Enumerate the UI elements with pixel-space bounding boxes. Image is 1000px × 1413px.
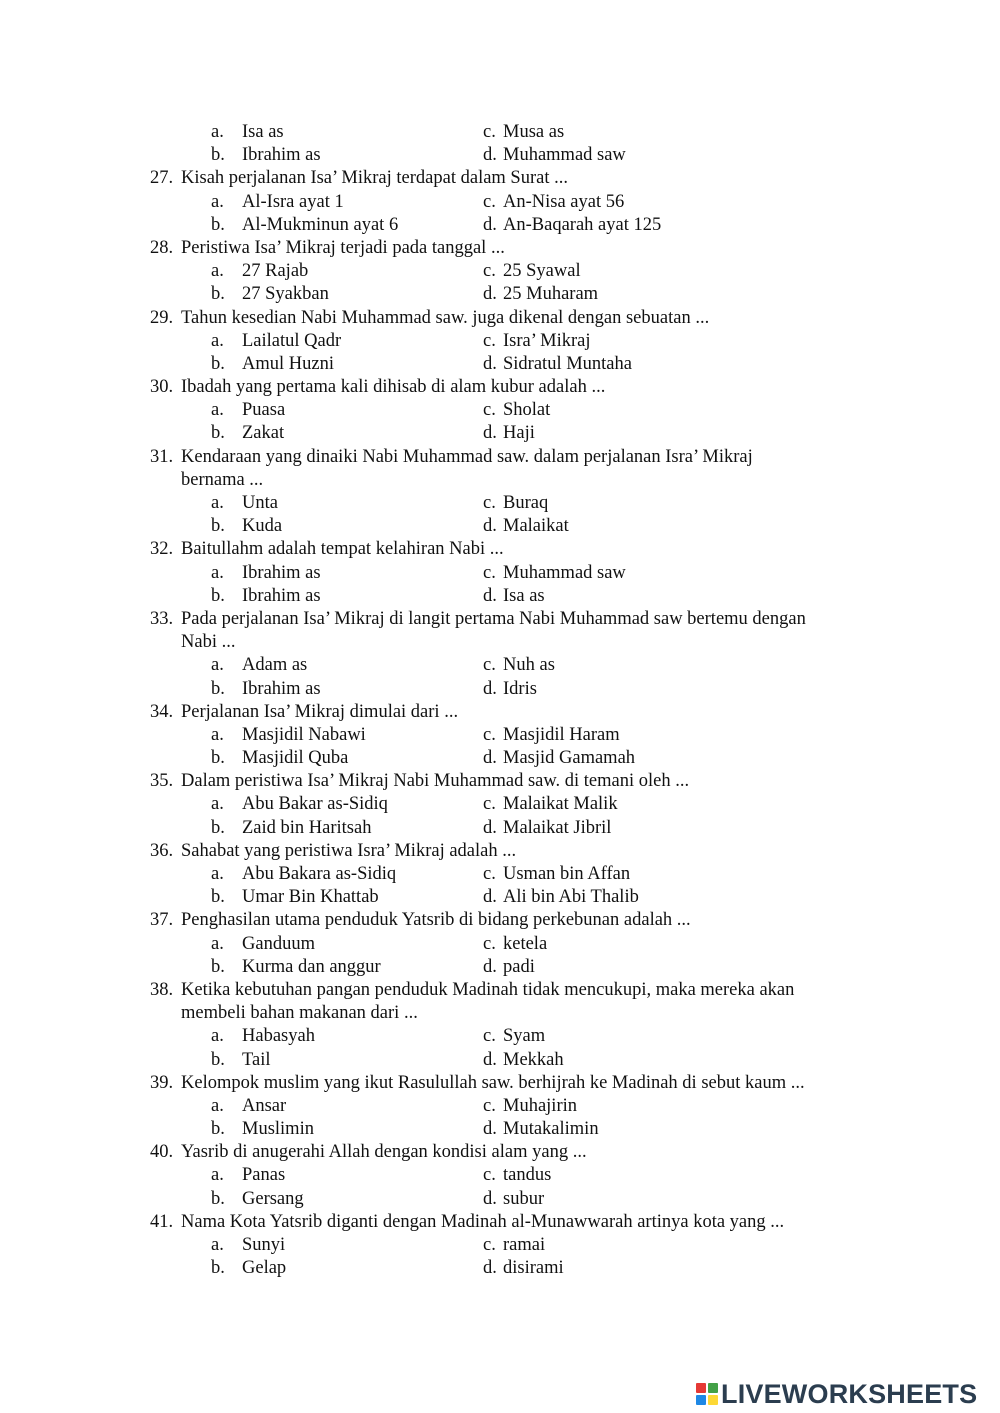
option-letter: b. (211, 353, 225, 374)
option-text: Isa as (503, 585, 545, 606)
option-row (0, 793, 1000, 816)
option-letter: b. (211, 585, 225, 606)
question-line (0, 840, 1000, 863)
option-text: Ganduum (242, 933, 315, 954)
option-right (483, 585, 545, 608)
option-letter: c. (483, 794, 496, 815)
option-text: Umar Bin Khattab (242, 887, 379, 908)
option-letter: d. (483, 817, 497, 838)
option-row (0, 1049, 1000, 1072)
question-text: Perjalanan Isa’ Mikraj dimulai dari ... (181, 701, 459, 722)
option-text: Ibrahim as (242, 145, 321, 166)
question-item (0, 237, 1000, 307)
option-letter: b. (211, 145, 225, 166)
option-text: Masjid Gamamah (503, 748, 636, 769)
question-number: 39. (150, 1072, 174, 1093)
option-right (483, 863, 630, 886)
option-left (211, 585, 321, 608)
question-text: Baitullahm adalah tempat kelahiran Nabi ... (181, 539, 504, 560)
question-text: Tahun kesedian Nabi Muhammad saw. juga dikenal dengan sebuatan ... (181, 307, 710, 328)
option-row (0, 422, 1000, 445)
option-letter: b. (211, 1049, 225, 1070)
option-letter: a. (211, 330, 224, 351)
option-right (483, 283, 598, 306)
option-letter: d. (483, 214, 497, 235)
option-right (483, 747, 635, 770)
option-letter: c. (483, 191, 496, 212)
question-item (0, 1072, 1000, 1142)
option-row (0, 933, 1000, 956)
option-text: Lailatul Qadr (242, 330, 342, 351)
option-left (211, 1164, 285, 1187)
option-letter: c. (483, 1165, 496, 1186)
question-item (0, 909, 1000, 979)
option-right (483, 654, 555, 677)
option-letter: b. (211, 1119, 225, 1140)
option-text: 25 Syawal (503, 261, 581, 282)
option-text: Sholat (503, 400, 551, 421)
option-letter: d. (483, 678, 497, 699)
option-text: An-Baqarah ayat 125 (503, 214, 662, 235)
option-right (483, 678, 537, 701)
option-row (0, 585, 1000, 608)
option-left (211, 747, 348, 770)
option-letter: b. (211, 956, 225, 977)
option-text: Unta (242, 493, 278, 513)
question-line (0, 376, 1000, 399)
option-text: Amul Huzni (242, 353, 334, 374)
option-row (0, 863, 1000, 886)
question-item (0, 840, 1000, 910)
question-text: Sahabat yang peristiwa Isra’ Mikraj adalah ... (181, 840, 517, 861)
option-letter: b. (211, 1188, 225, 1209)
option-letter: b. (211, 516, 225, 537)
option-right (483, 214, 661, 237)
question-number: 33. (150, 608, 174, 629)
question-text: Peristiwa Isa’ Mikraj terjadi pada tanggal ... (181, 237, 505, 258)
option-letter: a. (211, 1026, 224, 1047)
option-left (211, 1234, 285, 1257)
option-row (0, 191, 1000, 214)
question-text: Kisah perjalanan Isa’ Mikraj terdapat dalam Surat ... (181, 168, 568, 189)
option-letter: d. (483, 1119, 497, 1140)
option-letter: b. (211, 284, 225, 305)
option-left (211, 492, 278, 515)
option-left (211, 933, 315, 956)
option-text: Sunyi (242, 1235, 286, 1255)
option-row (0, 399, 1000, 422)
option-letter: a. (211, 191, 224, 212)
option-letter: b. (211, 678, 225, 699)
question-number: 28. (150, 237, 174, 258)
option-text: Panas (242, 1165, 286, 1186)
option-text: Malaikat Jibril (503, 817, 612, 838)
option-text: Adam as (242, 655, 308, 676)
option-row (0, 817, 1000, 840)
question-number: 32. (150, 539, 174, 560)
question-text: Ketika kebutuhan pangan penduduk Madinah tidak mencukupi, maka mereka akan (181, 979, 795, 1000)
question-line (0, 237, 1000, 260)
option-text: Kuda (242, 516, 283, 537)
option-text: 27 Rajab (242, 261, 309, 282)
logo-squares-icon (696, 1383, 718, 1405)
option-letter: a. (211, 562, 224, 583)
option-left (211, 1188, 304, 1211)
option-text: Mutakalimin (503, 1119, 599, 1140)
option-letter: b. (211, 887, 225, 908)
question-text: Yasrib di anugerahi Allah dengan kondisi alam yang ... (181, 1142, 587, 1163)
option-left (211, 399, 285, 422)
option-left (211, 817, 371, 840)
option-letter: c. (483, 655, 496, 676)
option-left (211, 515, 282, 538)
option-row (0, 260, 1000, 283)
option-text: Zaid bin Haritsah (242, 817, 372, 838)
option-text: Buraq (503, 493, 549, 513)
option-row (0, 747, 1000, 770)
option-letter: a. (211, 724, 224, 745)
question-text: Nama Kota Yatsrib diganti dengan Madinah al-Munawwarah artinya kota yang ... (181, 1211, 785, 1232)
option-text: Malaikat Malik (503, 794, 618, 815)
worksheet-page (0, 121, 1000, 1280)
option-left (211, 1118, 314, 1141)
question-line (0, 979, 1000, 1002)
option-letter: c. (483, 864, 496, 884)
option-letter: b. (211, 817, 225, 838)
option-text: Syam (503, 1026, 546, 1047)
question-text: Pada perjalanan Isa’ Mikraj di langit pertama Nabi Muhammad saw bertemu dengan (181, 608, 806, 629)
option-right (483, 422, 535, 445)
option-text: tandus (503, 1165, 552, 1186)
option-left (211, 956, 381, 979)
question-item (0, 307, 1000, 377)
option-letter: d. (483, 145, 497, 166)
option-left (211, 260, 308, 283)
option-right (483, 353, 632, 376)
option-text: Kurma dan anggur (242, 956, 381, 977)
option-row (0, 214, 1000, 237)
option-text: 25 Muharam (503, 284, 599, 305)
option-right (483, 191, 624, 214)
question-line (0, 1141, 1000, 1164)
option-letter: a. (211, 655, 224, 676)
option-row (0, 353, 1000, 376)
option-text: Gelap (242, 1258, 287, 1279)
option-row (0, 515, 1000, 538)
question-line (0, 307, 1000, 330)
option-right (483, 956, 535, 979)
question-text: Ibadah yang pertama kali dihisab di alam kubur adalah ... (181, 377, 606, 398)
option-text: Idris (503, 678, 537, 699)
option-text: Ibrahim as (242, 585, 321, 606)
option-text: Habasyah (242, 1026, 315, 1047)
option-text: Masjidil Haram (503, 724, 620, 745)
option-letter: a. (211, 933, 224, 954)
option-letter: c. (483, 400, 496, 421)
option-letter: a. (211, 261, 224, 282)
option-left (211, 1257, 286, 1280)
option-right (483, 933, 547, 956)
option-text: Masjidil Quba (242, 748, 349, 769)
option-right (483, 886, 639, 909)
option-row (0, 724, 1000, 747)
option-text: disirami (503, 1258, 564, 1279)
option-left (211, 214, 398, 237)
option-row (0, 283, 1000, 306)
option-letter: c. (483, 562, 496, 583)
option-row (0, 562, 1000, 585)
option-left (211, 1049, 271, 1072)
option-right (483, 1095, 577, 1118)
option-text: Isa as (242, 122, 284, 142)
question-number: 27. (150, 168, 174, 189)
option-letter: c. (483, 933, 496, 954)
option-letter: b. (211, 1258, 225, 1279)
option-letter: b. (211, 748, 225, 769)
option-text: 27 Syakban (242, 284, 329, 305)
option-letter: d. (483, 1258, 497, 1279)
option-right (483, 492, 548, 515)
liveworksheets-logo (696, 1378, 977, 1410)
option-text: Muslimin (242, 1119, 314, 1140)
question-line (0, 909, 1000, 932)
option-text: Puasa (242, 400, 286, 421)
option-letter: d. (483, 956, 497, 977)
option-row (0, 956, 1000, 979)
option-text: Abu Bakara as-Sidiq (242, 864, 397, 884)
option-letter: d. (483, 1049, 497, 1070)
question-item (0, 538, 1000, 608)
question-text-continued: Nabi ... (181, 632, 236, 653)
question-line (0, 1072, 1000, 1095)
question-text: Kelompok muslim yang ikut Rasulullah saw. berhijrah ke Madinah di sebut kaum ... (181, 1072, 805, 1093)
question-list (0, 167, 1000, 1280)
option-left (211, 654, 307, 677)
option-letter: a. (211, 1235, 224, 1255)
option-letter: c. (483, 1026, 496, 1047)
option-row (0, 121, 1000, 144)
question-item (0, 608, 1000, 701)
option-text: Ansar (242, 1095, 287, 1116)
question-number: 40. (150, 1142, 174, 1163)
option-row (0, 678, 1000, 701)
question-line (0, 770, 1000, 793)
question-number: 30. (150, 377, 174, 398)
option-right (483, 1234, 545, 1257)
option-letter: c. (483, 330, 496, 351)
option-letter: c. (483, 261, 496, 282)
option-right (483, 817, 611, 840)
option-text: Al-Isra ayat 1 (242, 191, 344, 212)
option-row (0, 1188, 1000, 1211)
question-text: Dalam peristiwa Isa’ Mikraj Nabi Muhammad saw. di temani oleh ... (181, 771, 690, 792)
option-text: Abu Bakar as-Sidiq (242, 794, 388, 815)
question-number: 38. (150, 979, 174, 1000)
option-text: padi (503, 956, 535, 977)
option-letter: a. (211, 794, 224, 815)
question-item (0, 167, 1000, 237)
question-item (0, 979, 1000, 1072)
question-number: 36. (150, 840, 174, 861)
option-left (211, 1025, 315, 1048)
option-left (211, 330, 341, 353)
question-text: Kendaraan yang dinaiki Nabi Muhammad saw. dalam perjalanan Isra’ Mikraj (181, 446, 753, 467)
option-row (0, 492, 1000, 515)
option-letter: b. (211, 423, 225, 444)
option-right (483, 515, 569, 538)
option-letter: d. (483, 516, 497, 537)
option-text: Musa as (503, 122, 565, 142)
option-right (483, 1049, 564, 1072)
question-line (0, 608, 1000, 631)
option-text: Malaikat (503, 516, 569, 537)
option-text: Ibrahim as (242, 678, 321, 699)
question-item (0, 770, 1000, 840)
option-letter: c. (483, 493, 496, 513)
option-text: ketela (503, 933, 548, 954)
question-number: 37. (150, 910, 174, 931)
option-row (0, 144, 1000, 167)
option-text: Muhajirin (503, 1095, 577, 1116)
option-letter: c. (483, 1095, 496, 1116)
option-right (483, 724, 620, 747)
question-number: 41. (150, 1211, 174, 1232)
option-right (483, 1118, 599, 1141)
option-letter: d. (483, 887, 497, 908)
option-row (0, 1234, 1000, 1257)
question-number: 31. (150, 446, 174, 467)
option-text: Muhammad saw (503, 145, 626, 166)
option-letter: a. (211, 493, 224, 513)
option-row (0, 654, 1000, 677)
option-row (0, 1164, 1000, 1187)
option-text: Mekkah (503, 1049, 564, 1070)
option-text: Masjidil Nabawi (242, 724, 366, 745)
question-number: 35. (150, 771, 174, 792)
question-item (0, 1141, 1000, 1211)
option-row (0, 1025, 1000, 1048)
option-left (211, 353, 334, 376)
option-right (483, 330, 591, 353)
option-right (483, 1164, 551, 1187)
question-number: 29. (150, 307, 174, 328)
option-text: ramai (503, 1235, 546, 1255)
option-left (211, 678, 321, 701)
option-text: Ibrahim as (242, 562, 321, 583)
question-text: Penghasilan utama penduduk Yatsrib di bidang perkebunan adalah ... (181, 910, 691, 931)
option-letter: a. (211, 122, 224, 142)
option-letter: b. (211, 214, 225, 235)
option-text: Muhammad saw (503, 562, 626, 583)
option-left (211, 886, 379, 909)
option-right (483, 1188, 544, 1211)
option-right (483, 399, 550, 422)
question-item (0, 1211, 1000, 1281)
option-letter: d. (483, 284, 497, 305)
option-text: Tail (242, 1049, 271, 1070)
question-text-continued: bernama ... (181, 469, 264, 490)
option-left (211, 283, 329, 306)
question-line (0, 446, 1000, 469)
option-left (211, 793, 388, 816)
question-item (0, 701, 1000, 771)
option-letter: a. (211, 1095, 224, 1116)
option-row (0, 1257, 1000, 1280)
logo-text: LIVEWORKSHEETS (721, 1378, 978, 1409)
option-letter: d. (483, 585, 497, 606)
option-left (211, 724, 366, 747)
option-letter: c. (483, 122, 496, 142)
option-text: Gersang (242, 1188, 304, 1209)
option-letter: d. (483, 1188, 497, 1209)
option-right (483, 1257, 564, 1280)
option-letter: a. (211, 864, 224, 884)
option-left (211, 422, 284, 445)
option-letter: c. (483, 1235, 496, 1255)
option-text: Haji (503, 423, 535, 444)
option-row (0, 886, 1000, 909)
option-left (211, 1095, 286, 1118)
option-left (211, 562, 321, 585)
question-line (0, 701, 1000, 724)
option-row (0, 1095, 1000, 1118)
question-item (0, 376, 1000, 446)
question-item (0, 446, 1000, 539)
option-right (483, 793, 618, 816)
option-letter: d. (483, 353, 497, 374)
option-text: Zakat (242, 423, 285, 444)
option-left (211, 191, 344, 214)
option-right (483, 1025, 545, 1048)
question-line (0, 167, 1000, 190)
question-line (0, 1211, 1000, 1234)
option-letter: a. (211, 400, 224, 421)
question-line (0, 538, 1000, 561)
option-letter: a. (211, 1165, 224, 1186)
option-row (0, 330, 1000, 353)
option-text: Isra’ Mikraj (503, 330, 591, 351)
option-text: Ali bin Abi Thalib (503, 887, 639, 908)
option-left (211, 863, 396, 886)
option-row (0, 1118, 1000, 1141)
option-text: Usman bin Affan (503, 864, 631, 884)
option-right (483, 260, 581, 283)
option-text: subur (503, 1188, 545, 1209)
question-number: 34. (150, 701, 174, 722)
option-text: An-Nisa ayat 56 (503, 191, 625, 212)
option-letter: d. (483, 748, 497, 769)
question-text-continued: membeli bahan makanan dari ... (181, 1003, 418, 1024)
option-right (483, 562, 626, 585)
option-text: Sidratul Muntaha (503, 353, 632, 374)
option-letter: d. (483, 423, 497, 444)
option-letter: c. (483, 724, 496, 745)
option-text: Al-Mukminun ayat 6 (242, 214, 399, 235)
option-text: Nuh as (503, 655, 555, 676)
